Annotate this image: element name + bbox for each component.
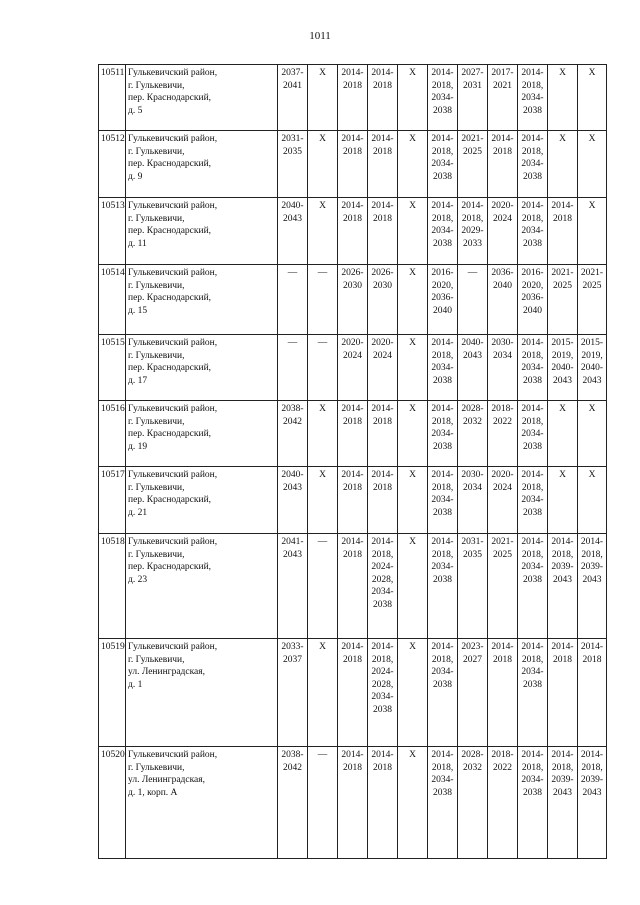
schedule-cell [338,467,368,534]
schedule-value: — [287,268,298,278]
schedule-value: 2020- 2024 [491,201,514,224]
schedule-cell [458,131,488,198]
schedule-value: Х [559,68,566,78]
schedule-cell [458,747,488,859]
row-number: 10513 [99,198,126,265]
row-number: 10519 [99,639,126,747]
schedule-cell [428,198,458,265]
schedule-cell [548,747,578,859]
address-text: Гулькевичский район, г. Гулькевичи, пер. Краснодарский, д. 5 [128,68,218,116]
schedule-cell [578,639,607,747]
schedule-cell [488,467,518,534]
schedule-cell [488,198,518,265]
schedule-value: 2017- 2021 [491,68,514,91]
schedule-cell [458,198,488,265]
schedule-value: 2014- 2018 [491,642,514,665]
schedule-cell [368,467,398,534]
schedule-cell [458,467,488,534]
schedule-cell [278,65,308,131]
schedule-value: 2016- 2020, 2036- 2040 [431,268,454,316]
schedule-value: Х [319,470,326,480]
schedule-cell [578,401,607,467]
schedule-cell [338,335,368,401]
schedule-cell [368,65,398,131]
schedule-cell [458,65,488,131]
schedule-value: Х [319,642,326,652]
schedule-value: Х [409,201,416,211]
schedule-value: 2041- 2043 [281,537,304,560]
schedule-value: 2028- 2032 [461,750,484,773]
schedule-value: Х [409,750,416,760]
schedule-cell [398,265,428,335]
schedule-cell [368,401,398,467]
address-cell [126,639,278,747]
schedule-cell [428,65,458,131]
schedule-value: 2037- 2041 [281,68,304,91]
schedule-cell [308,639,338,747]
schedule-cell [398,534,428,639]
schedule-value: 2014- 2018, 2034- 2038 [431,201,454,249]
schedule-value: 2014- 2018, 2034- 2038 [521,537,544,585]
schedule-cell [578,335,607,401]
schedule-cell [578,265,607,335]
schedule-cell [488,131,518,198]
schedule-value: 2014- 2018, 2034- 2038 [431,338,454,386]
schedule-cell [338,65,368,131]
schedule-value: 2014- 2018 [371,470,394,493]
table-row [99,747,607,859]
schedule-value: 2014- 2018 [341,134,364,157]
schedule-value: Х [588,134,596,144]
schedule-value: 2015- 2019, 2040- 2043 [551,338,574,386]
row-number: 10516 [99,401,126,467]
schedule-cell [548,335,578,401]
schedule-cell [278,335,308,401]
schedule-value: 2021- 2025 [551,268,574,291]
schedule-value: 2040- 2043 [461,338,484,361]
housing-repair-schedule-table [98,64,607,859]
schedule-value: — [317,338,328,348]
address-text: Гулькевичский район, г. Гулькевичи, пер. Краснодарский, д. 21 [128,470,218,518]
table-row [99,65,607,131]
schedule-value: 2014- 2018, 2024- 2028, 2034- 2038 [371,537,394,610]
schedule-cell [458,401,488,467]
schedule-cell [518,198,548,265]
address-text: Гулькевичский район, г. Гулькевичи, пер. Краснодарский, д. 23 [128,537,218,585]
schedule-value: 2014- 2018 [341,201,364,224]
schedule-value: 2027- 2031 [461,68,484,91]
schedule-value: 2038- 2042 [281,750,304,773]
schedule-cell [278,131,308,198]
schedule-cell [488,335,518,401]
schedule-cell [368,265,398,335]
schedule-cell [278,747,308,859]
schedule-cell [338,747,368,859]
schedule-value: 2014- 2018, 2034- 2038 [431,750,454,798]
schedule-cell [398,65,428,131]
schedule-value: 2014- 2018 [551,201,574,224]
schedule-cell [548,467,578,534]
schedule-cell [428,639,458,747]
schedule-cell [548,198,578,265]
schedule-cell [428,401,458,467]
schedule-value: 2033- 2037 [281,642,304,665]
schedule-cell [518,401,548,467]
schedule-cell [578,534,607,639]
schedule-cell [428,467,458,534]
schedule-cell [278,639,308,747]
schedule-cell [458,639,488,747]
row-number: 10515 [99,335,126,401]
schedule-value: Х [409,642,416,652]
schedule-value: Х [588,404,596,414]
address-text: Гулькевичский район, г. Гулькевичи, ул. Ленинградская, д. 1 [128,642,218,690]
schedule-cell [338,401,368,467]
schedule-cell [368,747,398,859]
schedule-value: 2038- 2042 [281,404,304,427]
schedule-value: 2021- 2025 [580,268,604,291]
schedule-value: 2040- 2043 [281,201,304,224]
address-text: Гулькевичский район, г. Гулькевичи, пер. Краснодарский, д. 19 [128,404,218,452]
schedule-value: 2031- 2035 [281,134,304,157]
schedule-cell [368,534,398,639]
schedule-cell [308,65,338,131]
schedule-cell [398,467,428,534]
schedule-cell [428,335,458,401]
schedule-cell [518,335,548,401]
schedule-value: 2018- 2022 [491,750,514,773]
schedule-value: 2014- 2018, 2034- 2038 [431,68,454,116]
address-cell [126,335,278,401]
schedule-cell [548,65,578,131]
schedule-cell [548,131,578,198]
schedule-cell [428,131,458,198]
schedule-cell [578,747,607,859]
schedule-value: 2014- 2018 [371,68,394,91]
schedule-cell [398,198,428,265]
schedule-cell [398,335,428,401]
schedule-cell [548,265,578,335]
row-number: 10518 [99,534,126,639]
schedule-value: Х [319,404,326,414]
schedule-cell [368,198,398,265]
schedule-cell [518,65,548,131]
schedule-cell [578,65,607,131]
schedule-cell [488,534,518,639]
schedule-value: — [287,338,298,348]
schedule-value: 2014- 2018, 2034- 2038 [431,404,454,452]
row-number: 10511 [99,65,126,131]
address-cell [126,265,278,335]
schedule-value: 2021- 2025 [461,134,484,157]
row-number: 10520 [99,747,126,859]
table-row [99,198,607,265]
schedule-value: 2014- 2018, 2024- 2028, 2034- 2038 [371,642,394,715]
schedule-value: 2014- 2018 [341,404,364,427]
page-number: 1011 [309,30,331,42]
schedule-cell [308,467,338,534]
schedule-value: 2040- 2043 [281,470,304,493]
address-cell [126,131,278,198]
schedule-value: Х [588,201,596,211]
schedule-value: Х [319,68,326,78]
schedule-value: 2014- 2018, 2034- 2038 [521,68,544,116]
schedule-value: 2014- 2018, 2034- 2038 [431,537,454,585]
schedule-cell [458,265,488,335]
address-cell [126,467,278,534]
schedule-value: Х [559,404,566,414]
schedule-value: — [317,750,328,760]
schedule-value: 2026- 2030 [341,268,364,291]
schedule-cell [488,65,518,131]
schedule-value: — [317,537,328,547]
schedule-value: 2014- 2018 [341,642,364,665]
schedule-cell [338,131,368,198]
schedule-cell [308,265,338,335]
schedule-cell [338,534,368,639]
schedule-cell [278,198,308,265]
row-number: 10512 [99,131,126,198]
schedule-cell [278,401,308,467]
schedule-value: Х [409,268,416,278]
schedule-value: Х [409,470,416,480]
schedule-value: 2028- 2032 [461,404,484,427]
schedule-cell [308,335,338,401]
schedule-value: 2014- 2018 [371,750,394,773]
address-text: Гулькевичский район, г. Гулькевичи, пер. Краснодарский, д. 11 [128,201,218,249]
schedule-value: 2014- 2018, 2034- 2038 [431,134,454,182]
schedule-value: Х [409,338,416,348]
schedule-cell [458,534,488,639]
schedule-cell [278,467,308,534]
schedule-value: Х [409,537,416,547]
schedule-value: 2014- 2018 [341,537,364,560]
schedule-cell [398,401,428,467]
row-number: 10514 [99,265,126,335]
schedule-value: 2014- 2018, 2029- 2033 [461,201,484,249]
schedule-value: 2031- 2035 [461,537,484,560]
schedule-cell [518,131,548,198]
schedule-cell [518,639,548,747]
schedule-cell [368,639,398,747]
schedule-cell [428,534,458,639]
schedule-value: 2016- 2020, 2036- 2040 [521,268,544,316]
schedule-value: 2014- 2018, 2039- 2043 [551,750,574,798]
schedule-cell [278,534,308,639]
schedule-cell [578,131,607,198]
schedule-value: 2014- 2018 [491,134,514,157]
schedule-value: Х [409,404,416,414]
address-cell [126,401,278,467]
schedule-value: 2026- 2030 [371,268,394,291]
row-number: 10517 [99,467,126,534]
schedule-cell [518,467,548,534]
address-cell [126,747,278,859]
table-row [99,335,607,401]
schedule-value: 2014- 2018 [371,134,394,157]
schedule-cell [428,747,458,859]
schedule-value: 2014- 2018, 2034- 2038 [431,642,454,690]
schedule-value: 2015- 2019, 2040- 2043 [580,338,604,386]
schedule-value: 2020- 2024 [371,338,394,361]
schedule-cell [518,747,548,859]
schedule-cell [338,639,368,747]
schedule-cell [548,401,578,467]
schedule-value: 2014- 2018, 2039- 2043 [551,537,574,585]
schedule-cell [428,265,458,335]
schedule-cell [548,534,578,639]
schedule-cell [368,335,398,401]
table-row [99,131,607,198]
schedule-value: Х [319,134,326,144]
address-cell [126,534,278,639]
table-row [99,534,607,639]
schedule-value: Х [559,134,566,144]
schedule-value: 2014- 2018, 2034- 2038 [431,470,454,518]
schedule-value: 2020- 2024 [341,338,364,361]
schedule-cell [458,335,488,401]
schedule-value: 2036- 2040 [491,268,514,291]
schedule-value: 2014- 2018 [580,642,604,665]
schedule-cell [488,265,518,335]
schedule-value: 2014- 2018, 2034- 2038 [521,201,544,249]
schedule-cell [308,131,338,198]
address-text: Гулькевичский район, г. Гулькевичи, пер. Краснодарский, д. 17 [128,338,218,386]
schedule-value: 2014- 2018, 2039- 2043 [580,750,604,798]
schedule-cell [398,131,428,198]
schedule-cell [338,198,368,265]
schedule-value: 2014- 2018 [341,68,364,91]
schedule-value: 2014- 2018 [551,642,574,665]
address-text: Гулькевичский район, г. Гулькевичи, ул. Ленинградская, д. 1, корп. А [128,750,218,798]
schedule-value: 2014- 2018 [371,201,394,224]
schedule-value: Х [588,68,596,78]
schedule-cell [398,639,428,747]
schedule-cell [488,747,518,859]
schedule-cell [278,265,308,335]
schedule-cell [368,131,398,198]
schedule-value: 2030- 2034 [491,338,514,361]
table-row [99,401,607,467]
address-cell [126,65,278,131]
schedule-value: 2014- 2018, 2039- 2043 [580,537,604,585]
schedule-value: Х [588,470,596,480]
schedule-value: — [317,268,328,278]
schedule-value: 2014- 2018, 2034- 2038 [521,338,544,386]
table-row [99,639,607,747]
schedule-value: 2020- 2024 [491,470,514,493]
schedule-value: 2014- 2018, 2034- 2038 [521,642,544,690]
address-text: Гулькевичский район, г. Гулькевичи, пер. Краснодарский, д. 15 [128,268,218,316]
schedule-value: Х [409,68,416,78]
schedule-cell [338,265,368,335]
schedule-value: Х [559,470,566,480]
schedule-cell [308,747,338,859]
schedule-value: Х [409,134,416,144]
table-row [99,265,607,335]
schedule-value: 2014- 2018 [371,404,394,427]
schedule-cell [488,639,518,747]
address-cell [126,198,278,265]
table-row [99,467,607,534]
schedule-value: 2023- 2027 [461,642,484,665]
schedule-cell [308,534,338,639]
schedule-cell [578,467,607,534]
schedule-value: 2014- 2018, 2034- 2038 [521,134,544,182]
schedule-value: 2030- 2034 [461,470,484,493]
schedule-cell [308,198,338,265]
schedule-value: — [467,268,478,278]
schedule-cell [398,747,428,859]
schedule-value: 2014- 2018 [341,470,364,493]
schedule-value: 2014- 2018, 2034- 2038 [521,404,544,452]
schedule-value: 2014- 2018 [341,750,364,773]
schedule-cell [488,401,518,467]
schedule-cell [308,401,338,467]
schedule-cell [578,198,607,265]
schedule-value: 2014- 2018, 2034- 2038 [521,750,544,798]
schedule-value: Х [319,201,326,211]
schedule-value: 2021- 2025 [491,537,514,560]
schedule-value: 2018- 2022 [491,404,514,427]
schedule-value: 2014- 2018, 2034- 2038 [521,470,544,518]
schedule-cell [518,534,548,639]
schedule-cell [518,265,548,335]
schedule-cell [548,639,578,747]
address-text: Гулькевичский район, г. Гулькевичи, пер. Краснодарский, д. 9 [128,134,218,182]
